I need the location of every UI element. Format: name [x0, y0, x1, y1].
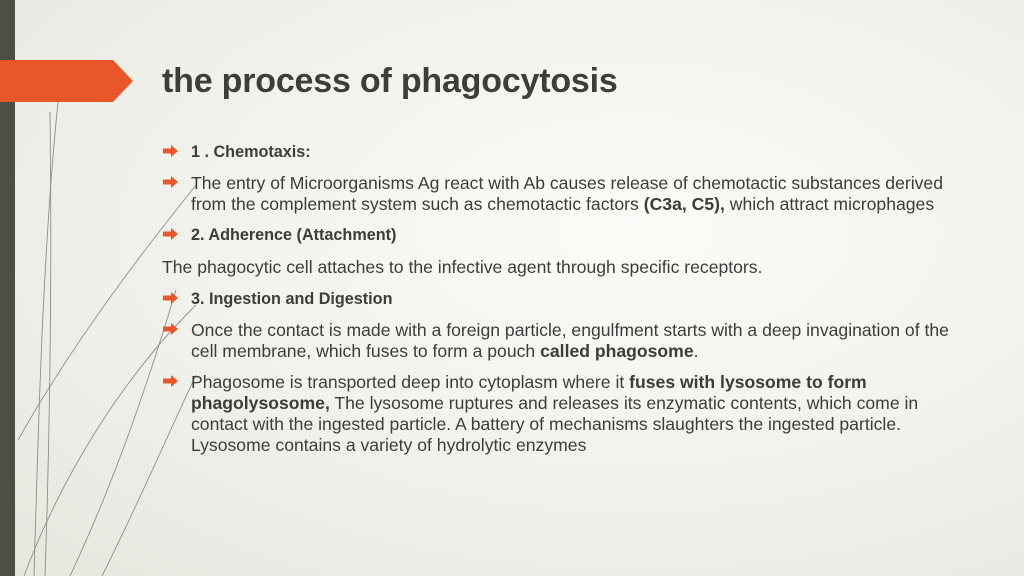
contact-text: Once the contact is made with a foreign particle, engulfment starts with a deep invagination of the cell membrane, which fuses to form a pouch [191, 320, 949, 361]
title-arrow-shape [0, 60, 133, 102]
contact-text-end: . [693, 341, 699, 361]
bullet-item-ingestion [162, 289, 962, 310]
arrow-bullet-icon [163, 292, 178, 304]
chemotaxis-heading: 1 . Chemotaxis: [191, 143, 311, 161]
phagosome-bold-fuses: fuses with lysosome to form phagolysosome, [191, 372, 867, 413]
arrow-bullet-icon [163, 375, 178, 387]
bullet-item-adherence [162, 225, 962, 246]
contact-bold-phagosome: called phagosome [540, 341, 694, 361]
bullet-item-chemotaxis [162, 142, 962, 163]
adherence-description [162, 257, 962, 278]
arrow-bullet-icon [163, 145, 178, 157]
arrow-bullet-icon [163, 176, 178, 188]
adherence-heading: 2. Adherence (Attachment) [191, 226, 397, 244]
bullet-item-contact [162, 320, 962, 362]
arrow-bullet-icon [163, 323, 178, 335]
slide-title: the process of phagocytosis [162, 62, 618, 100]
slide-content [162, 142, 962, 456]
phagosome-text: Phagosome is transported deep into cytoplasm where it [191, 372, 630, 392]
entry-bold-factors: (C3a, C5), [643, 194, 725, 214]
bullet-item-phagosome [162, 372, 962, 456]
entry-text: The entry of Microorganisms Ag react with Ab causes release of chemotactic substances derived from the complement system such as chemotactic factors [191, 173, 944, 214]
phagosome-text-end: The lysosome ruptures and releases its enzymatic contents, which come in contact with the ingested particle. A battery of mechanisms slaughters the ingested particle. Lysosome contains a variety of hydrolytic enzymes [191, 393, 919, 455]
arrow-bullet-icon [163, 228, 178, 240]
bullet-item-entry [162, 173, 962, 215]
entry-text-end: which attract microphages [724, 194, 935, 214]
ingestion-heading: 3. Ingestion and Digestion [191, 290, 393, 308]
adherence-text: The phagocytic cell attaches to the infective agent through specific receptors. [162, 257, 763, 277]
